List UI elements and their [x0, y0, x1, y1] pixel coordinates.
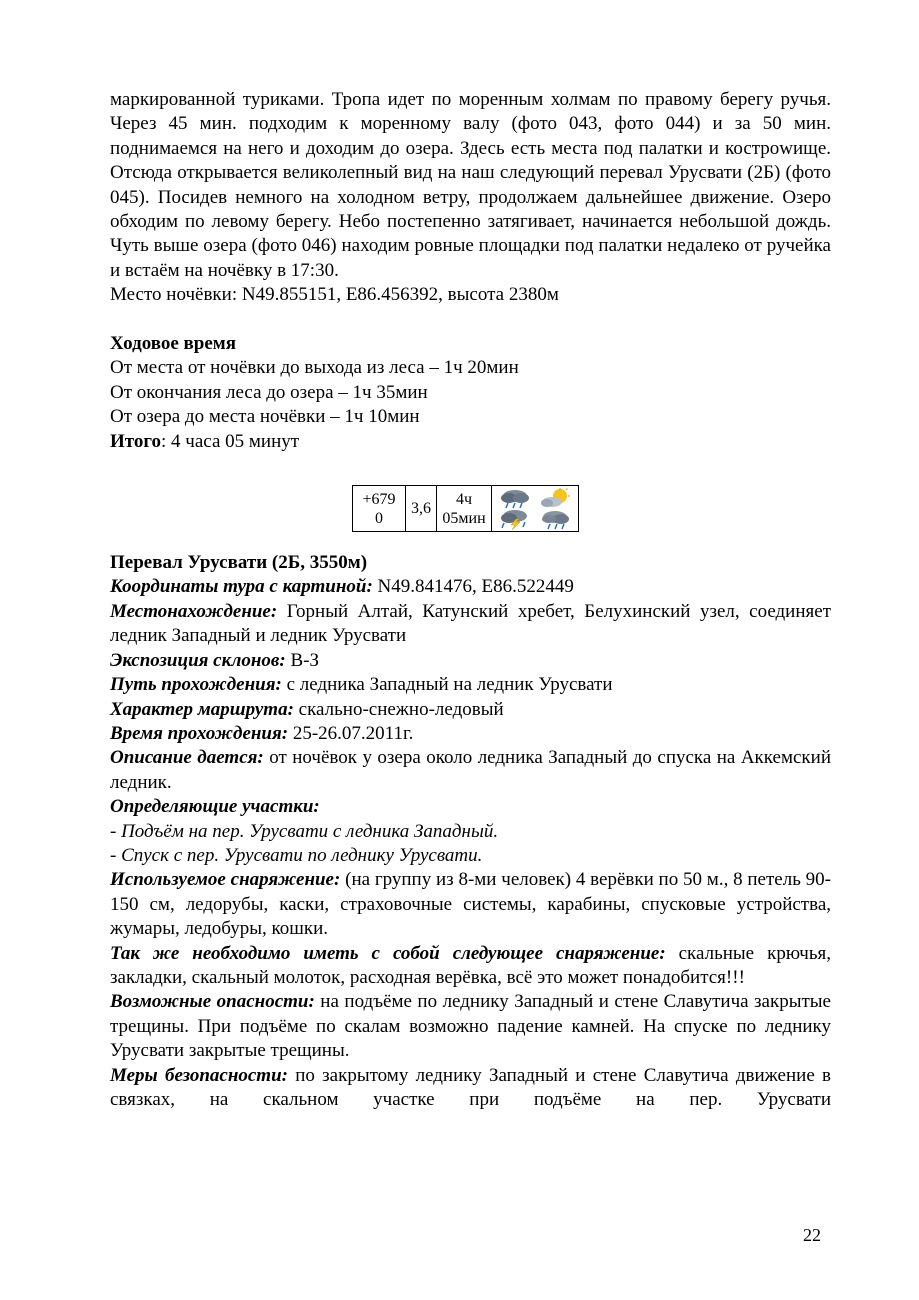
weather-icons-cell [492, 486, 579, 532]
walk-time-heading: Ходовое время [110, 333, 237, 355]
duration-cell [437, 486, 492, 532]
field-value: В-З [285, 649, 320, 671]
field-location [110, 600, 831, 649]
elevation-cell [353, 486, 406, 532]
rain-cloud-icon [495, 488, 535, 509]
field-value: на подъёме по леднику Западный и стене Славутича закрытые трещины. При подъёме по скалам возможно падение камней. На спуске по леднику Урусвати закрытые трещины. [110, 991, 831, 1062]
field-label: Местонахождение: [110, 600, 278, 622]
field-value: (на группу из 8-ми человек) 4 верёвки по 50 м., 8 петель 90-150 см, ледорубы, каски, страховочные системы, карабины, спусковые устройства, жумары, ледобуры, кошки. [110, 869, 831, 940]
field-coordinates [110, 575, 831, 599]
walk-total-label: Итого [110, 430, 162, 452]
duration-minutes: 05мин [442, 509, 486, 527]
field-defining-label: Определяющие участки: [110, 796, 320, 818]
page-number: 22 [803, 1225, 821, 1245]
field-dangers [110, 990, 831, 1063]
elevation-value: +679 [362, 490, 396, 508]
field-label: Так же необходимо иметь с собой следующее снаряжение: [110, 942, 666, 964]
field-label: Экспозиция склонов: [110, 649, 286, 671]
field-label: Описание дается: [110, 747, 264, 769]
walk-time-line: От окончания леса до озера – 1ч 35мин [110, 381, 428, 403]
thunderstorm-icon [495, 509, 535, 530]
field-path [110, 673, 831, 697]
day-summary-table [352, 485, 579, 532]
field-value: с ледника Западный на ледник Урусвати [281, 674, 613, 696]
walk-total-value: : 4 часа 05 минут [161, 430, 300, 452]
field-value: Горный Алтай, Катунский хребет, Белухинский узел, соединяет ледник Западный и ледник Урусвати [110, 600, 831, 647]
camp-coordinates: Место ночёвки: N49.855151, E86.456392, высота 2380м [110, 284, 559, 306]
blank-line [110, 308, 831, 332]
field-extra-equipment [110, 942, 831, 991]
walk-total [110, 430, 831, 454]
field-label: Используемое снаряжение: [110, 869, 341, 891]
field-value: 25-26.07.2011г. [288, 722, 414, 744]
field-label: Время прохождения: [110, 722, 289, 744]
paragraph-route: маркированной туриками. Тропа идет по моренным холмам по правому берегу ручья. Через 45 мин. подходим к моренному валу (фото 043, фото 044) и за 50 мин. поднимаемся на него и доходим до озера. Здесь есть места под палатки и кострowище. Отсюда открывается великолепный вид на наш следующий перевал Урусвати (2Б) (фото 045). Посидев немного на холодном ветру, продолжаем дальнейшее движение. Озеро обходим по левому берегу. Небо постепенно затягивает, начинается небольшой дождь. Чуть выше озера (фото 046) находим ровные площадки под палатки недалеко от ручейка и встаём на ночёвку в 17:30. [110, 89, 831, 281]
field-value: от ночёвок у озера около ледника Западный до спуска на Аккемский ледник. [110, 747, 831, 793]
field-label: Возможные опасности: [110, 991, 315, 1013]
field-character [110, 698, 831, 722]
field-safety [110, 1064, 831, 1113]
field-value: скально-снежно-ледовый [293, 698, 504, 720]
document-body [110, 88, 831, 1112]
day-summary-table-wrap [352, 485, 579, 532]
field-value: скальные крючья, закладки, скальный молоток, расходная верёвка, всё это может понадобится!!! [110, 942, 832, 988]
duration-hours: 4ч [455, 490, 473, 508]
defining-item: - Подъём на пер. Урусвати с ледника Западный. [110, 820, 499, 842]
field-label: Путь прохождения: [110, 674, 282, 696]
field-value: по закрытому леднику Западный и стене Славутича движение в связках, на скальном участке при подъёме на пер. Урусвати [110, 1064, 831, 1111]
walk-time-line: От озера до места ночёвки – 1ч 10мин [110, 406, 420, 428]
field-label: Характер маршрута: [110, 698, 294, 720]
walk-time-line: От места от ночёвки до выхода из леса – 1ч 20мин [110, 357, 519, 379]
defining-item: - Спуск с пер. Урусвати по леднику Урусвати. [110, 844, 483, 866]
field-time [110, 722, 831, 746]
field-label: Координаты тура с картиной: [110, 576, 373, 598]
field-exposure [110, 649, 831, 673]
pass-title: Перевал Урусвати (2Б, 3550м) [110, 552, 368, 574]
table-row [353, 486, 579, 532]
field-label: Меры безопасности: [110, 1064, 288, 1086]
field-value: N49.841476, E86.522449 [372, 576, 574, 598]
rain-cloud-icon [535, 509, 575, 530]
distance-cell: 3,6 [406, 486, 437, 532]
field-description [110, 746, 831, 795]
field-equipment [110, 868, 831, 941]
elevation-value-wrap: 0 [375, 509, 383, 527]
sun-cloud-icon [535, 488, 575, 509]
